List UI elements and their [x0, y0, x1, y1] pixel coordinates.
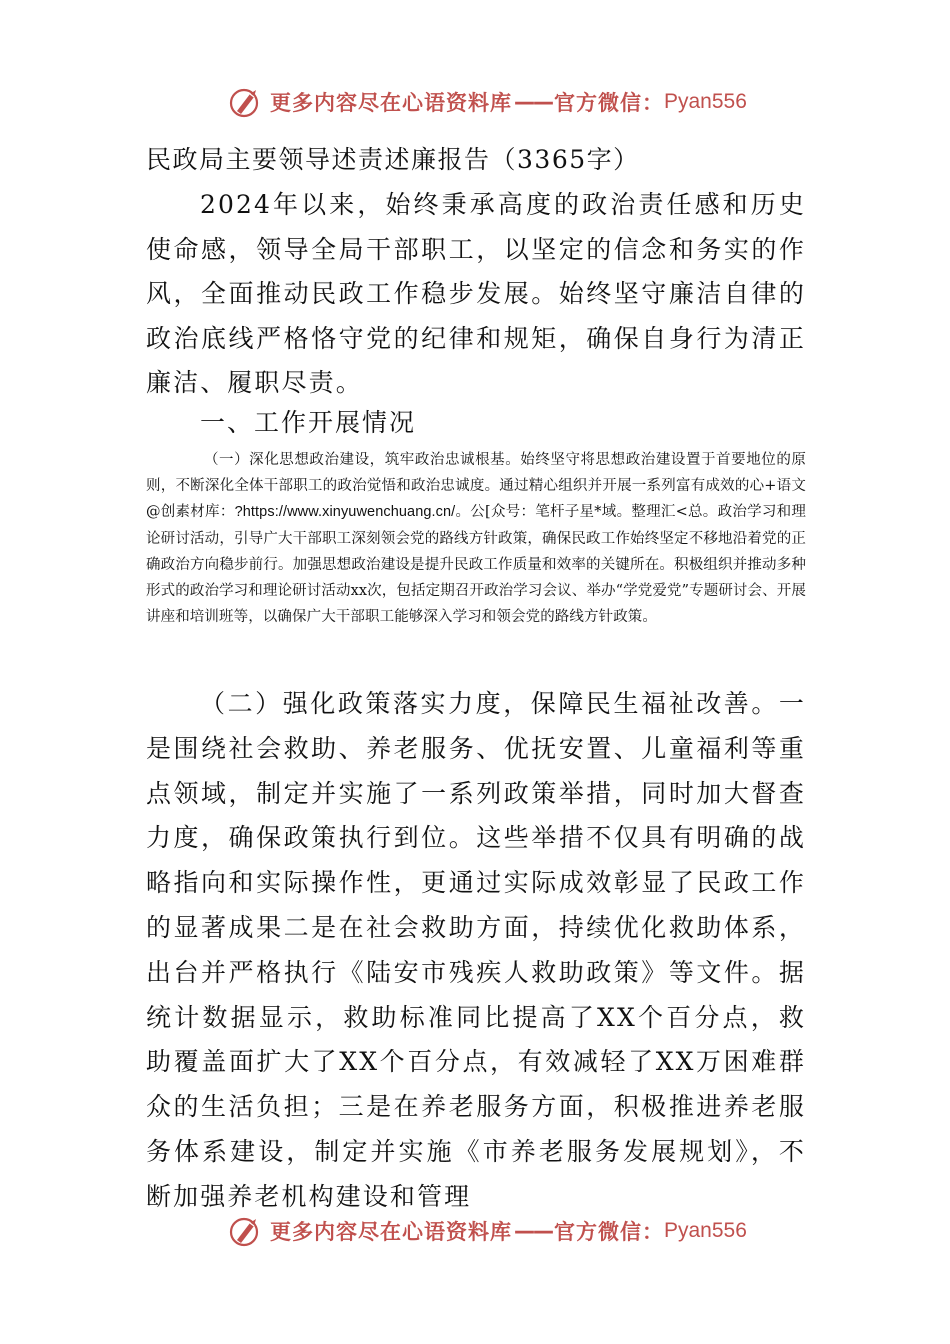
document-title: 民政局主要领导述责述廉报告（3365字） — [146, 145, 640, 174]
banner-wechat-id: Pyan556 — [664, 90, 747, 113]
pen-nib-logo-icon — [228, 84, 264, 120]
website-link[interactable]: ?https://www.xinyuwenchuang.cn/ — [234, 504, 456, 521]
header-watermark-banner — [228, 82, 747, 122]
banner-brand-text: 更多内容尽在心语资料库 — [270, 91, 512, 115]
banner-wechat-id: Pyan556 — [664, 1219, 747, 1242]
paragraph-ideological-building — [146, 447, 806, 630]
banner-wechat-label: 官方微信： — [554, 1220, 664, 1244]
banner-separator: —— — [514, 1219, 552, 1243]
banner-wechat-label: 官方微信： — [554, 91, 664, 115]
intro-paragraph: 2024年以来，始终秉承高度的政治责任感和历史使命感，领导全局干部职工，以坚定的信念和务实的作风，全面推动民政工作稳步发展。始终坚守廉洁自律的政治底线严格恪守党的纪律和规矩，确保自身行为清正廉洁、履职尽责。 — [146, 190, 806, 397]
paragraph-1-text-b: 。公[众号：笔杆子星*域。整理汇<总。政治学习和理论研讨活动，引导广大干部职工深刻领会党的路线方针政策，确保民政工作始终坚定不移地沿着党的正确政治方向稳步前行。加强思想政治建设是提升民政工作质量和效率的关键所在。积极组织并推动多种形式的政治学习和理论研讨活动xx次，包括定期召开政治学习会议、举办“学党爱党”专题研讨会、开展讲座和培训班等，以确保广大干部职工能够深入学习和领会党的路线方针政策。 — [146, 504, 806, 626]
pen-nib-logo-icon — [228, 1213, 264, 1249]
paragraph-policy-implementation: （二）强化政策落实力度，保障民生福祉改善。一是围绕社会救助、养老服务、优抚安置、儿童福利等重点领域，制定并实施了一系列政策举措，同时加大督查力度，确保政策执行到位。这些举措不仅具有明确的战略指向和实际操作性，更通过实际成效彰显了民政工作的显著成果二是在社会救助方面，持续优化救助体系，出台并严格执行《陆安市残疾人救助政策》等文件。据统计数据显示，救助标准同比提高了XX个百分点，救助覆盖面扩大了XX个百分点，有效减轻了XX万困难群众的生活负担；三是在养老服务方面，积极推进养老服务体系建设，制定并实施《市养老服务发展规划》，不断加强养老机构建设和管理 — [146, 689, 806, 1211]
banner-separator: —— — [514, 90, 552, 114]
section-heading-1: 一、工作开展情况 — [200, 408, 417, 437]
banner-brand-text: 更多内容尽在心语资料库 — [270, 1220, 512, 1244]
paragraph-1-text-a: （一）深化思想政治建设，筑牢政治忠诚根基。始终坚守将思想政治建设置于首要地位的原则，不断深化全体干部职工的政治觉悟和政治忠诚度。通过精心组织并开展一系列富有成效的心+语文@创素材库： — [146, 452, 806, 521]
footer-watermark-banner — [228, 1211, 747, 1251]
